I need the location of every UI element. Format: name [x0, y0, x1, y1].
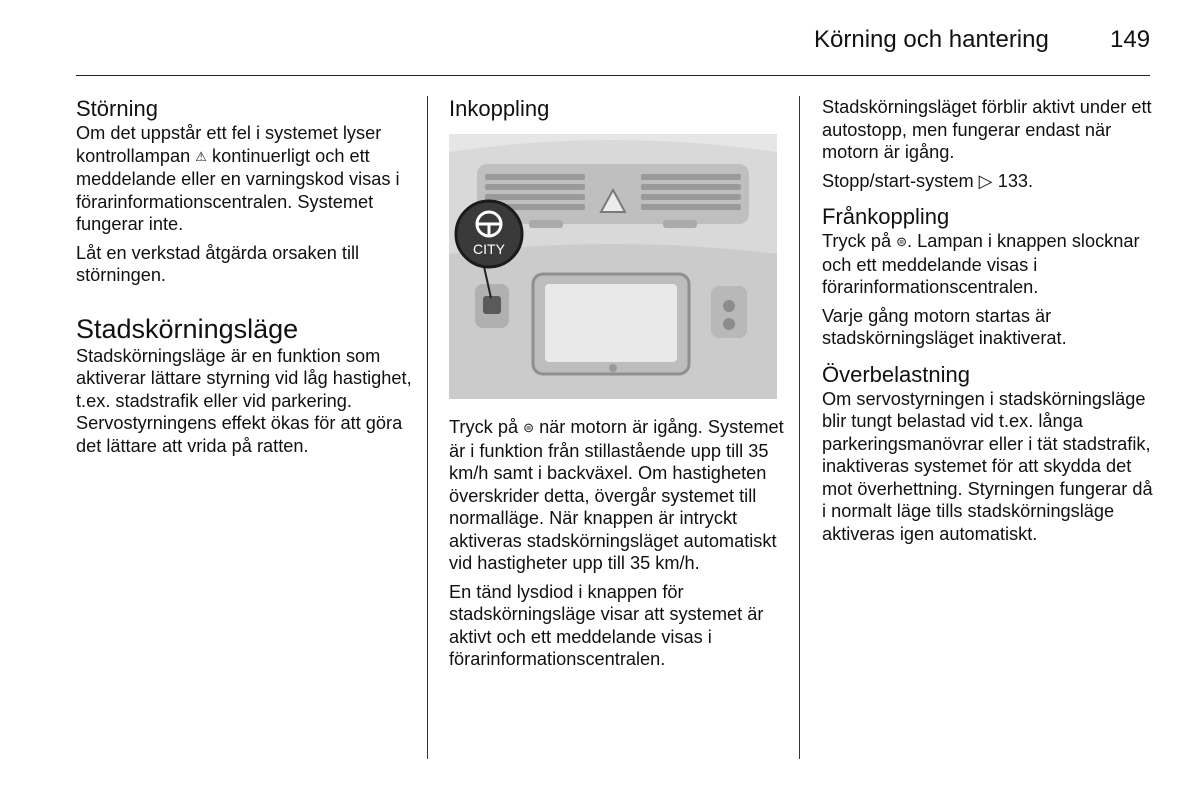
column-divider	[799, 96, 800, 759]
dashboard-illustration	[449, 134, 777, 399]
page-number: 149	[1110, 26, 1151, 53]
paragraph: Om servostyrningen i stadskörningsläge blir tungt belastad vid t.ex. långa parkeringsmanövrar eller i tät stadstrafik, inaktiveras systemet för att skydda det mot överhettning. Styrningen fungerar då i normalt läge tills stadskörningsläge aktiveras igen automatiskt.	[822, 388, 1153, 544]
paragraph: Stadskörningsläget förblir aktivt under ett autostopp, men fungerar endast när motorn är igång.	[822, 97, 1152, 162]
running-title: Körning och hantering	[814, 26, 1049, 53]
section-heading-storning: Störning	[76, 96, 158, 121]
city-steering-icon: ⊜	[896, 234, 908, 249]
column-right	[822, 96, 1157, 545]
text-run: . Lampan i knappen slocknar och ett meddelande visas i förarinformationscentralen.	[822, 231, 1140, 297]
section-heading-stadskorningslage: Stadskörningsläge	[76, 313, 299, 344]
paragraph: En tänd lysdiod i knappen för stadskörningsläge visar att systemet är aktivt och ett meddelande visas i förarinformationscentralen.	[449, 581, 764, 669]
text-run: Tryck på	[449, 417, 524, 437]
text-run: kontinuerligt och ett meddelande eller en varningskod visas i förarinformationscentralen. Systemet fungerar inte.	[76, 145, 400, 234]
paragraph: Låt en verkstad åtgärda orsaken till störningen.	[76, 242, 360, 285]
text-run: Om det uppstår ett fel i systemet lyser kontrollampan	[76, 123, 382, 166]
text-run: när motorn är igång. Systemet är i funktion från stillastående upp till 35 km/h samt i backväxel. Om hastigheten överskrider detta, övergår systemet till normalläge. När knappen är intryckt aktiveras stadskörningsläget automatiskt vid hastigheter upp till 35 km/h.	[449, 417, 784, 573]
header-divider	[76, 75, 1150, 76]
section-heading-overbelastning: Överbelastning	[822, 361, 970, 387]
text-run: Tryck på	[822, 231, 897, 251]
city-steering-icon: ⊜	[523, 420, 535, 435]
paragraph	[76, 122, 416, 236]
section-heading-frankoppling: Frånkoppling	[822, 204, 950, 229]
column-middle	[449, 96, 785, 671]
section-heading-inkoppling: Inkoppling	[449, 96, 550, 121]
paragraph: Stadskörningsläge är en funktion som aktiverar lättare styrning vid låg hastighet, t.ex. stadstrafik eller vid parkering. Servostyrningens effekt ökas för att göra det lättare att vrida på ratten.	[76, 345, 412, 456]
paragraph: Varje gång motorn startas är stadskörningsläget inaktiverat.	[822, 305, 1067, 348]
paragraph	[822, 230, 1157, 299]
steering-warning-icon: ⚠	[195, 148, 207, 164]
dashboard-figure-svg	[449, 134, 777, 399]
paragraph	[449, 416, 785, 575]
column-divider	[427, 96, 428, 759]
column-left	[76, 96, 416, 457]
city-button-label: CITY	[473, 241, 505, 257]
cross-reference: Stopp/start-system ▷ 133.	[822, 170, 1034, 191]
